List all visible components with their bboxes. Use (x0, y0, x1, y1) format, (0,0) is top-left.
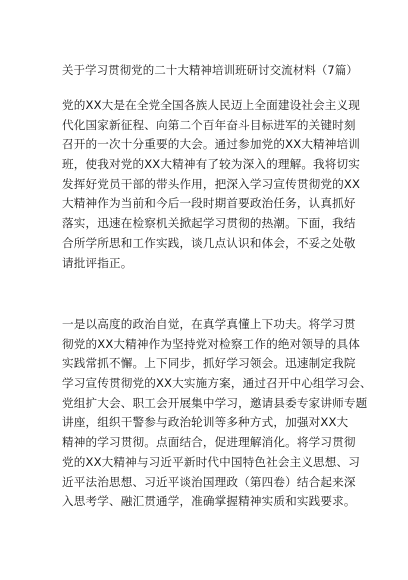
text-line: 发挥好党员干部的带头作用，把深入学习宣传贯彻党的XX (62, 176, 361, 191)
text-line: 实践常抓不懈。上下同步，抓好学习领会。迅速制定我院 (62, 356, 356, 371)
text-line: 党的XX大精神与习近平新时代中国特色社会主义思想、习 (62, 454, 361, 469)
text-line: 党组扩大会、职工会开展集中学习，邀请县委专家讲师专题 (62, 395, 368, 410)
document-title: 关于学习贯彻党的二十大精神培训班研讨交流材料（7篇） (62, 63, 358, 77)
text-line: 合所学所思和工作实践，谈几点认识和体会，不妥之处敬 (62, 235, 356, 250)
text-line: 彻党的XX大精神作为坚持党对检察工作的绝对领导的具体 (62, 336, 361, 351)
text-line: 精神的学习贯彻。点面结合，促进理解消化。将学习贯彻 (62, 435, 356, 450)
text-line: 代化国家新征程、向第二个百年奋斗目标进军的关键时刻 (62, 117, 356, 132)
text-line: 近平法治思想、习近平谈治国理政（第四卷）结合起来深 (62, 474, 356, 489)
text-line: 入思考学、融汇贯通学，准确掌握精神实质和实践要求。 (62, 494, 356, 509)
text-line: 大精神作为当前和今后一段时期首要政治任务，认真抓好 (62, 196, 356, 211)
paragraph-intro (62, 96, 361, 273)
text-line: 党的XX大是在全党全国各族人民迈上全面建设社会主义现 (62, 98, 361, 112)
text-line: 请批评指正。 (62, 255, 133, 270)
text-line: 学习宣传贯彻党的XX大实施方案，通过召开中心组学习会、 (62, 376, 372, 391)
text-line: 班，使我对党的XX大精神有了较为深入的理解。我将切实 (62, 157, 361, 172)
text-line: 召开的一次十分重要的大会。通过参加党的XX大精神培训 (62, 137, 361, 152)
text-line: 讲座，组织干警参与政治轮训等多种方式，加强对XX大 (62, 415, 349, 430)
text-line: 一是以高度的政治自觉，在真学真懂上下功夫。将学习贯 (62, 317, 356, 331)
paragraph-point-one (62, 315, 372, 512)
text-line: 落实，迅速在检察机关掀起学习贯彻的热潮。下面，我结 (62, 216, 356, 231)
